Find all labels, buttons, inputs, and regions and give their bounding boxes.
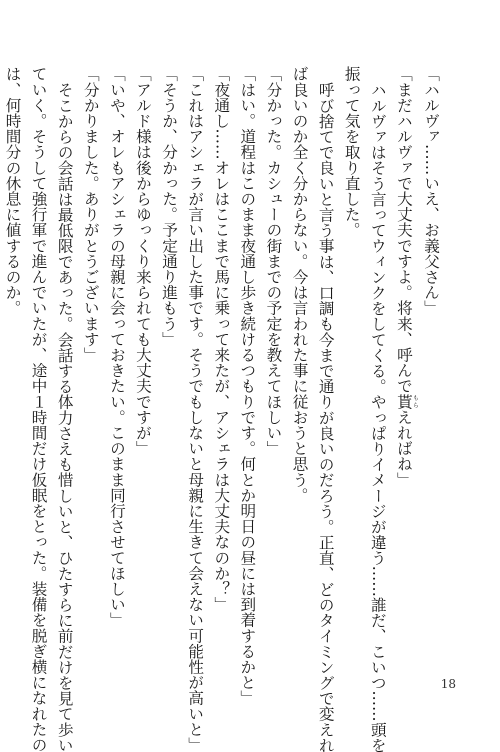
text-line-3: ハルヴァはそう言ってウィンクをしてくる。やっぱりイメージが違う……誰だ、こいつ……頭を: [368, 81, 387, 752]
text-line-17: は、何時間分の休息に値するのか。: [3, 66, 22, 316]
text-line-5: 呼び捨てで良いと言う事は、口調も今まで通りが良いのだろう。正直、どのタイミングで変えれ: [316, 81, 335, 752]
text-line-16: ていく。そうして強行軍で進んでいたが、途中１時間だけ仮眠をとった。装備を脱ぎ横になれたの: [29, 66, 48, 752]
text-line-12: 「アルド様は後からゆっくり来られても大丈夫ですが」: [133, 66, 152, 456]
text-line-9: 「夜通し……オレはここまで馬に乗って来たが、アシェラは大丈夫なのか？」: [212, 66, 231, 612]
text-line-15: そこからの会話は最低限であった。会話する体力さえも惜しいと、ひたすらに前だけを見て歩い: [55, 81, 74, 752]
text-line-14: 「分かりました。ありがとうございます」: [81, 66, 100, 363]
text-line-2: 「まだハルヴァで大丈夫ですよ。将来、呼んで貰もらえればね」: [394, 66, 419, 488]
page-number: 18: [440, 677, 456, 691]
text-line-8: 「はい。道程はこのまま夜通し歩き続けるつもりです。何とか明日の昼には到着するかと」: [238, 66, 257, 706]
text-line-7: 「分かった。カシューの街までの予定を教えてほしい」: [264, 66, 283, 456]
text-line-6: ば良いのか全く分からない。今は言われた事に従おうと思う。: [290, 66, 309, 503]
text-line-10: 「これはアシェラが言い出した事です。そうでもしないと母親に生きて会えない可能性が高いと」: [186, 66, 205, 752]
ruby-reading: もら: [411, 393, 419, 410]
vertical-text-body: [3, 66, 444, 752]
ruby-annotation: 貰もら: [394, 393, 419, 410]
text-line-13: 「いや、オレもアシェラの母親に会っておきたい。このまま同行させてほしい」: [107, 66, 126, 628]
text-line-4: 振って気を取り直した。: [342, 66, 361, 238]
text-line-1: 「ハルヴァ……いえ、お義父さん」: [422, 66, 440, 316]
text-line-11: 「そうか、分かった。予定通り進もう」: [160, 66, 179, 347]
